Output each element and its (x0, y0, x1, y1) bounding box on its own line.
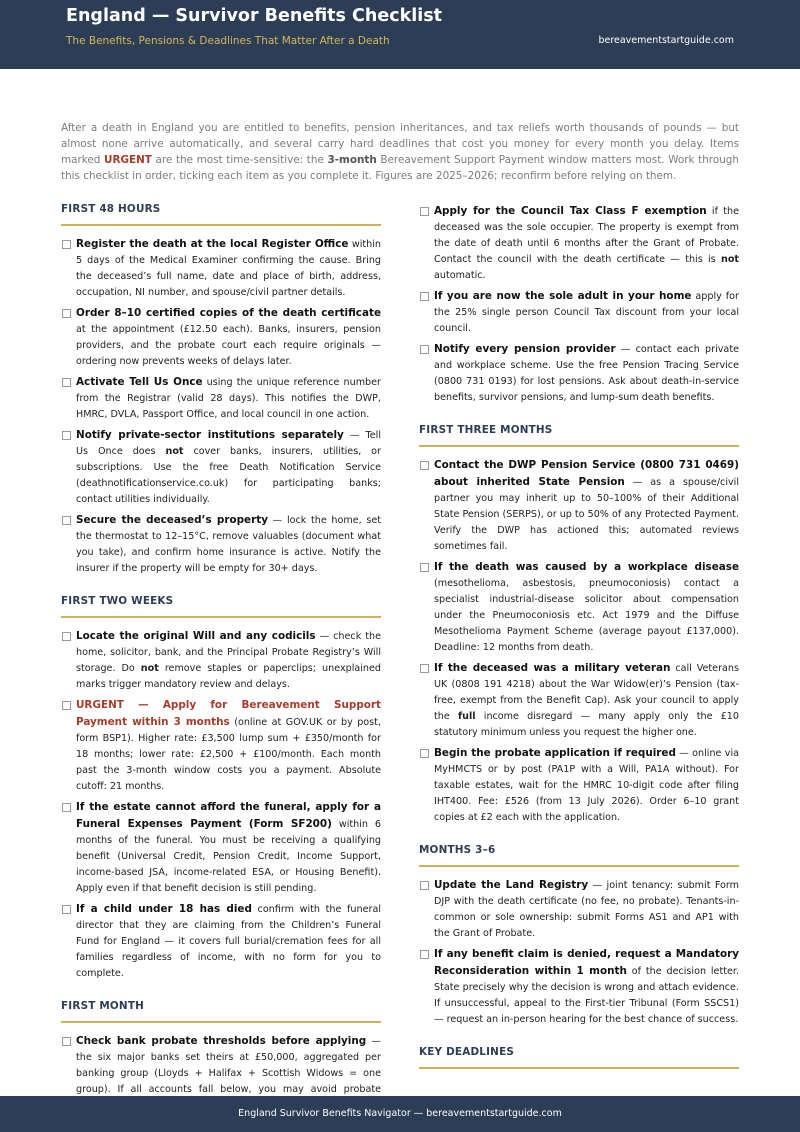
item-text: — as a spouse/civil partner you may inherit up to 50–100% of their Additional State Pension (SERPS), or up to 50% of any Protected Payment. Verify the DWP has actioned this; automated reviews sometimes fail. (434, 477, 739, 552)
checklist-item[interactable] (419, 946, 739, 1028)
checklist-item[interactable] (61, 374, 381, 423)
page-title: England — Survivor Benefits Checklist (66, 6, 443, 26)
item-lead: If the estate cannot afford the funeral, apply for a Funeral Expenses Payment (Form SF200) (76, 801, 381, 830)
checkbox[interactable] (62, 803, 71, 812)
checkbox[interactable] (420, 461, 429, 470)
item-lead: Secure the deceased’s property (76, 514, 268, 526)
checklist-item[interactable] (61, 427, 381, 508)
item-text: within 5 days of the Medical Examiner confirming the cause. Bring the deceased’s full name, date and place of birth, address, occupation, NI number, and spouse/civil partner details. (76, 239, 381, 298)
checkbox[interactable] (420, 749, 429, 758)
item-text: — Tell Us Once does (76, 430, 381, 457)
checkbox[interactable] (420, 881, 429, 890)
left-column (61, 203, 381, 1118)
section-title-first-three-months: FIRST THREE MONTHS (419, 424, 739, 447)
checklist-item[interactable] (419, 203, 739, 284)
item-text: if the deceased was the sole occupier. The property is exempt from the date of death until 6 months after the Grant of Probate. Contact the council with the death certificate — this is (434, 206, 739, 265)
checklist-item-urgent[interactable] (61, 697, 381, 795)
checklist-item[interactable] (61, 512, 381, 577)
item-text: — online via MyHMCTS or by post (PA1P with a Will, PA1A without). For taxable estates, wait for the HMRC 10-digit code after filing IHT400. Fee: £526 (from 13 July 2026). Order 6–10 grant copies at £2 each with the application. (434, 748, 739, 823)
header-site-url: bereavementstartguide.com (598, 35, 734, 46)
checkbox[interactable] (62, 701, 71, 710)
checkbox[interactable] (62, 378, 71, 387)
checklist-item[interactable] (419, 745, 739, 826)
intro-bold-text: 3-month (327, 154, 377, 166)
right-column (419, 203, 739, 1079)
intro-urgent-label: URGENT (104, 154, 152, 166)
item-lead: Order 8–10 certified copies of the death certificate (76, 307, 381, 319)
item-text: remove staples or paperclips; unexplained marks trigger mandatory review and delays. (76, 663, 381, 690)
item-lead: Apply for the Council Tax Class F exemption (434, 205, 707, 217)
item-text: — contact each private and workplace scheme. Use the free Pension Tracing Service (0800 731 0193) for lost pensions. Ask about death-in-service benefits, survivor pensions, and lump-sum death benefits. (434, 344, 739, 403)
item-lead: If a child under 18 has died (76, 903, 252, 915)
checkbox[interactable] (420, 563, 429, 572)
checkbox[interactable] (62, 240, 71, 249)
item-lead: If the death was caused by a workplace disease (434, 561, 739, 573)
item-text: — the six major banks set theirs at £50,000, aggregated per banking group (Lloyds + Halifax + Scottish Widows = one group). If all accounts fall below, you may avoid probate (76, 1036, 381, 1095)
section-title-first-48-hours: FIRST 48 HOURS (61, 203, 381, 226)
item-lead: Notify every pension provider (434, 343, 616, 355)
intro-paragraph (61, 120, 739, 184)
checkbox[interactable] (62, 309, 71, 318)
item-lead: Locate the original Will and any codicils (76, 630, 316, 642)
item-lead: If the deceased was a military veteran (434, 662, 671, 674)
item-text: income disregard — many apply only the £10 statutory minimum unless you request the higher one. (434, 711, 739, 738)
checkbox[interactable] (420, 664, 429, 673)
item-text: cover banks, insurers, utilities, or subscriptions. Use the free Death Notification Service (deathnotificationservice.co.uk) for participating banks; contact utilities individually. (76, 446, 381, 505)
item-lead: Register the death at the local Register Office (76, 238, 349, 250)
checklist-item[interactable] (419, 341, 739, 406)
item-text: at the appointment (£12.50 each). Banks, insurers, pension providers, and the probate court each require originals — ordering now prevents weeks of delays later. (76, 324, 381, 367)
checklist-item[interactable] (61, 628, 381, 693)
item-text: within 6 months of the funeral. You must be receiving a qualifying benefit (Universal Credit, Pension Credit, Income Support, income-based JSA, income-related ESA, or Housing Benefit). Apply even if that benefit decision is still pending. (76, 819, 382, 894)
page-footer: England Survivor Benefits Navigator — bereavementstartguide.com (0, 1096, 800, 1132)
checkbox[interactable] (420, 292, 429, 301)
item-text: call Veterans UK (0808 191 4218) about the War Widow(er)’s Pension (tax-free, exempt from the Benefit Cap). Ask your council to apply the (434, 663, 739, 722)
checkbox[interactable] (62, 905, 71, 914)
item-lead: If you are now the sole adult in your home (434, 290, 692, 302)
checkbox[interactable] (62, 1037, 71, 1046)
item-text: (online at GOV.UK or by post, form BSP1). Higher rate: £3,500 lump sum + £350/month for 18 months; lower rate: £2,500 + £100/month. Each month past the 3-month window costs you a payment. Absolute cutoff: 21 months. (76, 717, 381, 792)
intro-text: After a death in England you are entitled to benefits, pension inheritances, and tax reliefs worth thousands of pounds — but almost none arrive automatically, and several carry hard deadlines that cost you money for every month you delay. Items marked (61, 122, 739, 166)
item-lead: Update the Land Registry (434, 879, 589, 891)
checkbox[interactable] (420, 950, 429, 959)
item-text: confirm with the funeral director that they are claiming from the Children’s Funeral Fund for England — it covers full burial/cremation fees for all families regardless of income, with no form for you to complete. (76, 904, 381, 979)
checklist-item[interactable] (419, 457, 739, 555)
item-lead: Check bank probate thresholds before applying (76, 1035, 367, 1047)
item-text: — check the home, solicitor, bank, and the Principal Probate Registry’s Will storage. Do (76, 631, 381, 674)
intro-text: Bereavement Support Payment window matters most. Work through this checklist in order, ticking each item as you complete it. Figures are 2025–2026; reconfirm before relying on them. (61, 154, 739, 182)
item-lead: Contact the DWP Pension Service (0800 731 0469) about inherited State Pension (434, 459, 739, 488)
page-header (0, 0, 800, 69)
intro-text: are the most time-sensitive: the (151, 154, 328, 166)
checklist-item[interactable] (419, 288, 739, 337)
checklist-item[interactable] (419, 877, 739, 942)
checkbox[interactable] (420, 345, 429, 354)
section-title-first-month: FIRST MONTH (61, 1000, 381, 1023)
checklist-item[interactable] (61, 305, 381, 370)
section-title-months-3-6: MONTHS 3–6 (419, 844, 739, 867)
item-text: — joint tenancy: submit Form DJP with the death certificate (no fee, no probate). Tenants-in-common or sole ownership: submit Forms AS1 and AP1 with the Grant of Probate. (434, 880, 740, 939)
checklist-item[interactable] (61, 799, 381, 897)
checklist-item[interactable] (419, 660, 739, 741)
item-text: of the decision letter. State precisely why the decision is wrong and attach evidence. If unsuccessful, appeal to the First-tier Tribunal (Form SSCS1) — request an in-person hearing for the best chance of success. (434, 966, 739, 1025)
checklist-item[interactable] (419, 559, 739, 656)
checkbox[interactable] (420, 207, 429, 216)
checkbox[interactable] (62, 632, 71, 641)
item-text: automatic. (434, 270, 486, 281)
item-lead: If any benefit claim is denied, request a Mandatory Reconsideration within 1 month (434, 948, 739, 977)
item-bold: not (140, 663, 159, 674)
checkbox[interactable] (62, 516, 71, 525)
section-title-first-two-weeks: FIRST TWO WEEKS (61, 595, 381, 618)
item-lead: Begin the probate application if required (434, 747, 676, 759)
checklist-item[interactable] (61, 236, 381, 301)
item-text: (mesothelioma, asbestosis, pneumoconiosis) contact a specialist industrial-disease solicitor about compensation under the Pneumoconiosis etc. Act 1979 and the Diffuse Mesothelioma Payment Scheme (average payout £137,000). Deadline: 12 months from death. (434, 578, 739, 653)
item-text: apply for the 25% single person Council Tax discount from your local council. (434, 291, 740, 334)
item-lead: Notify private-sector institutions separately (76, 429, 344, 441)
item-bold: not (165, 446, 184, 457)
checkbox[interactable] (62, 431, 71, 440)
item-lead: Activate Tell Us Once (76, 376, 203, 388)
item-bold: full (457, 711, 476, 722)
checklist-item[interactable] (61, 901, 381, 982)
item-text: using the unique reference number from the Registrar (valid 28 days). This notifies the DWP, HMRC, DVLA, Passport Office, and local council in one action. (76, 377, 381, 420)
section-title-key-deadlines: KEY DEADLINES (419, 1046, 739, 1069)
item-lead-urgent: URGENT — Apply for Bereavement Support Payment within 3 months (76, 699, 381, 728)
page-subtitle: The Benefits, Pensions & Deadlines That Matter After a Death (66, 35, 390, 47)
item-bold: not (720, 254, 739, 265)
item-text: — lock the home, set the thermostat to 12–15°C, remove valuables (document what you take), and confirm home insurance is active. Notify the insurer if the property will be empty for 30+ days. (76, 515, 382, 574)
